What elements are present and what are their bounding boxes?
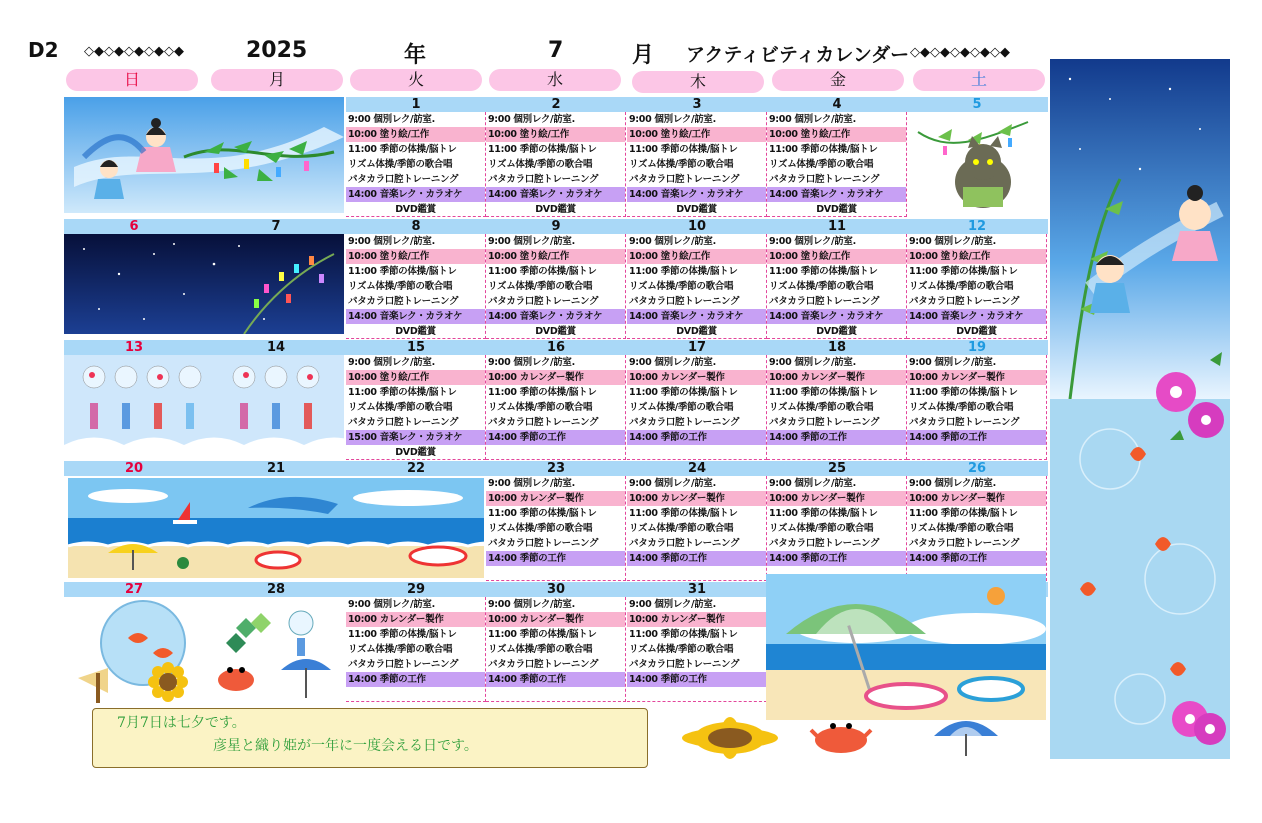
day-schedule [346, 234, 486, 339]
goldfish-bowl-illustration [68, 598, 204, 708]
dvd-activity: DVD鑑賞 [535, 204, 576, 215]
date-label: 22 [406, 461, 426, 476]
date-label: 19 [967, 340, 987, 355]
activity-line: 14:00 音楽レク・カラオケ [627, 309, 766, 324]
activity-line: 11:00 季節の体操/脳トレ [348, 144, 457, 155]
activity-line: 9:00 個別レク/訪室. [348, 357, 435, 368]
activity-line: 10:00 カレンダー製作 [346, 612, 485, 627]
activity-line: パタカラ口腔トレーニング [488, 296, 599, 307]
activity-line: 11:00 季節の体操/脳トレ [909, 266, 1018, 277]
calendar-code: D2 [28, 38, 59, 62]
date-label: 12 [967, 219, 987, 234]
activity-line: 14:00 音楽レク・カラオケ [486, 309, 625, 324]
activity-line: 14:00 季節の工作 [627, 430, 766, 445]
activity-line: 9:00 個別レク/訪室. [488, 114, 575, 125]
activity-line: パタカラ口腔トレーニング [909, 417, 1020, 428]
activity-line: リズム体操/季節の歌合唱 [769, 281, 874, 292]
title-name: アクティビティカレンダー [686, 44, 910, 66]
weekday-thursday: 木 [632, 71, 764, 93]
activity-line: パタカラ口腔トレーニング [488, 659, 599, 670]
activity-line: リズム体操/季節の歌合唱 [629, 159, 734, 170]
day-schedule [346, 597, 486, 702]
date-label: 28 [266, 582, 286, 597]
title-decoration-left: ◇◆◇◆◇◆◇◆◇◆ [84, 44, 184, 59]
note-line-1: 7月7日は七夕です。 [117, 715, 246, 731]
activity-line: 11:00 季節の体操/脳トレ [629, 266, 738, 277]
beach-umbrella-illustration [766, 574, 1046, 720]
blue-parasol-decoration [930, 716, 1002, 756]
activity-line: 11:00 季節の体操/脳トレ [909, 387, 1018, 398]
activity-line: 9:00 個別レク/訪室. [348, 599, 435, 610]
day-schedule [767, 355, 907, 460]
activity-line: 14:00 季節の工作 [907, 430, 1046, 445]
wind-chime-illustration [64, 355, 344, 457]
activity-line: 10:00 カレンダー製作 [627, 612, 766, 627]
activity-line: 14:00 音楽レク・カラオケ [486, 187, 625, 202]
date-label: 6 [129, 219, 139, 234]
activity-line: 14:00 季節の工作 [767, 430, 906, 445]
date-label: 5 [972, 97, 982, 112]
activity-line: 11:00 季節の体操/脳トレ [348, 629, 457, 640]
date-label: 31 [687, 582, 707, 597]
activity-line: 10:00 塗り絵/工作 [346, 249, 485, 264]
calendar-title [0, 38, 1050, 68]
activity-line: パタカラ口腔トレーニング [488, 174, 599, 185]
day-schedule [486, 112, 626, 217]
activity-line: リズム体操/季節の歌合唱 [348, 281, 453, 292]
dvd-activity: DVD鑑賞 [395, 204, 436, 215]
title-month-suffix: 月 [632, 43, 655, 68]
activity-line: リズム体操/季節の歌合唱 [348, 159, 453, 170]
activity-line: パタカラ口腔トレーニング [629, 174, 740, 185]
activity-line: 14:00 音楽レク・カラオケ [346, 309, 485, 324]
note-line-2: 彦星と織り姫が一年に一度会える日です。 [213, 738, 478, 754]
date-label: 1 [411, 97, 421, 112]
weekday-wednesday: 水 [489, 69, 621, 91]
dvd-activity: DVD鑑賞 [816, 204, 857, 215]
activity-line: パタカラ口腔トレーニング [769, 174, 880, 185]
activity-line: 11:00 季節の体操/脳トレ [629, 629, 738, 640]
date-label: 14 [266, 340, 286, 355]
day-schedule [767, 476, 907, 581]
date-label: 4 [832, 97, 842, 112]
activity-line: リズム体操/季節の歌合唱 [348, 644, 453, 655]
date-label: 9 [551, 219, 561, 234]
activity-line: パタカラ口腔トレーニング [348, 174, 459, 185]
activity-line: 10:00 カレンダー製作 [767, 491, 906, 506]
date-label: 24 [687, 461, 707, 476]
activity-line: リズム体操/季節の歌合唱 [629, 402, 734, 413]
day-schedule [346, 112, 486, 217]
activity-line: パタカラ口腔トレーニング [769, 417, 880, 428]
activity-line: 11:00 季節の体操/脳トレ [488, 629, 597, 640]
date-label: 8 [411, 219, 421, 234]
tanabata-note [92, 708, 648, 768]
activity-line: 9:00 個別レク/訪室. [348, 114, 435, 125]
activity-line: 14:00 音楽レク・カラオケ [346, 187, 485, 202]
activity-line: 11:00 季節の体操/脳トレ [348, 387, 457, 398]
activity-line: パタカラ口腔トレーニング [348, 296, 459, 307]
date-label: 17 [687, 340, 707, 355]
day-schedule [486, 355, 626, 460]
activity-line: 9:00 個別レク/訪室. [769, 114, 856, 125]
activity-line: リズム体操/季節の歌合唱 [488, 281, 593, 292]
activity-line: 14:00 音楽レク・カラオケ [627, 187, 766, 202]
activity-line: 14:00 音楽レク・カラオケ [767, 309, 906, 324]
activity-line: 11:00 季節の体操/脳トレ [769, 144, 878, 155]
crab-parasol-illustration [206, 598, 344, 702]
activity-line: 10:00 塗り絵/工作 [486, 127, 625, 142]
activity-line: 11:00 季節の体操/脳トレ [488, 266, 597, 277]
dvd-activity: DVD鑑賞 [395, 326, 436, 337]
cat-tanabata-illustration [908, 112, 1048, 216]
title-year-suffix: 年 [404, 43, 427, 68]
dvd-activity: DVD鑑賞 [676, 204, 717, 215]
date-label: 15 [406, 340, 426, 355]
dvd-activity: DVD鑑賞 [395, 447, 436, 458]
date-label: 10 [687, 219, 707, 234]
activity-line: パタカラ口腔トレーニング [629, 296, 740, 307]
activity-line: 9:00 個別レク/訪室. [769, 478, 856, 489]
activity-line: 11:00 季節の体操/脳トレ [769, 508, 878, 519]
activity-line: 10:00 カレンダー製作 [907, 370, 1046, 385]
day-schedule [346, 355, 486, 460]
activity-line: 9:00 個別レク/訪室. [629, 114, 716, 125]
weekday-sunday: 日 [66, 69, 198, 91]
title-decoration-right: ◇◆◇◆◇◆◇◆◇◆ [910, 45, 1010, 60]
day-schedule [486, 597, 626, 702]
activity-line: パタカラ口腔トレーニング [629, 538, 740, 549]
activity-line: リズム体操/季節の歌合唱 [348, 402, 453, 413]
date-label: 23 [546, 461, 566, 476]
activity-line: リズム体操/季節の歌合唱 [488, 523, 593, 534]
dvd-activity: DVD鑑賞 [676, 326, 717, 337]
date-label: 25 [827, 461, 847, 476]
activity-line: 9:00 個別レク/訪室. [909, 357, 996, 368]
activity-line: 9:00 個別レク/訪室. [629, 357, 716, 368]
activity-line: パタカラ口腔トレーニング [488, 538, 599, 549]
activity-line: パタカラ口腔トレーニング [909, 296, 1020, 307]
date-label: 30 [546, 582, 566, 597]
day-schedule [627, 476, 767, 581]
activity-line: 9:00 個別レク/訪室. [629, 478, 716, 489]
activity-line: 11:00 季節の体操/脳トレ [629, 508, 738, 519]
goldfish-pond-illustration [1050, 399, 1230, 759]
activity-line: パタカラ口腔トレーニング [488, 417, 599, 428]
activity-line: 14:00 季節の工作 [907, 551, 1046, 566]
activity-line: 14:00 音楽レク・カラオケ [907, 309, 1046, 324]
title-year: 2025 [246, 38, 308, 63]
day-schedule [767, 112, 907, 217]
activity-line: 11:00 季節の体操/脳トレ [488, 387, 597, 398]
activity-line: 10:00 塗り絵/工作 [767, 127, 906, 142]
activity-line: 15:00 音楽レク・カラオケ [346, 430, 485, 445]
day-schedule [627, 355, 767, 460]
dvd-activity: DVD鑑賞 [535, 326, 576, 337]
right-tanabata-illustration [1050, 59, 1230, 399]
activity-line: リズム体操/季節の歌合唱 [769, 523, 874, 534]
activity-line: 10:00 カレンダー製作 [486, 491, 625, 506]
activity-line: 10:00 塗り絵/工作 [627, 127, 766, 142]
day-schedule [907, 476, 1047, 581]
date-label: 21 [266, 461, 286, 476]
date-label: 20 [124, 461, 144, 476]
activity-line: 10:00 カレンダー製作 [486, 612, 625, 627]
date-label: 18 [827, 340, 847, 355]
day-schedule [907, 234, 1047, 339]
activity-line: 10:00 塗り絵/工作 [627, 249, 766, 264]
activity-line: 14:00 季節の工作 [486, 672, 625, 687]
crab-decoration [805, 716, 877, 756]
day-schedule [767, 234, 907, 339]
tanabata-illustration [64, 97, 344, 213]
activity-line: 10:00 カレンダー製作 [907, 491, 1046, 506]
activity-line: 10:00 カレンダー製作 [767, 370, 906, 385]
activity-line: リズム体操/季節の歌合唱 [488, 402, 593, 413]
weekday-monday: 月 [211, 69, 343, 91]
activity-line: 11:00 季節の体操/脳トレ [769, 387, 878, 398]
activity-line: 11:00 季節の体操/脳トレ [348, 266, 457, 277]
activity-line: パタカラ口腔トレーニング [348, 417, 459, 428]
day-schedule [627, 597, 767, 702]
activity-line: 14:00 季節の工作 [486, 430, 625, 445]
date-label: 26 [967, 461, 987, 476]
activity-line: 10:00 カレンダー製作 [627, 491, 766, 506]
date-label: 27 [124, 582, 144, 597]
activity-line: パタカラ口腔トレーニング [769, 538, 880, 549]
activity-line: 11:00 季節の体操/脳トレ [629, 144, 738, 155]
date-label: 2 [551, 97, 561, 112]
activity-line: 14:00 季節の工作 [346, 672, 485, 687]
title-month: 7 [548, 38, 564, 63]
activity-line: リズム体操/季節の歌合唱 [769, 402, 874, 413]
activity-line: 9:00 個別レク/訪室. [629, 599, 716, 610]
activity-line: 11:00 季節の体操/脳トレ [488, 144, 597, 155]
activity-line: 9:00 個別レク/訪室. [769, 236, 856, 247]
activity-line: 10:00 塗り絵/工作 [346, 127, 485, 142]
activity-line: パタカラ口腔トレーニング [629, 659, 740, 670]
activity-line: 10:00 カレンダー製作 [486, 370, 625, 385]
weekday-tuesday: 火 [350, 69, 482, 91]
day-schedule [907, 355, 1047, 460]
activity-line: 9:00 個別レク/訪室. [488, 357, 575, 368]
date-label: 29 [406, 582, 426, 597]
date-label: 16 [546, 340, 566, 355]
activity-line: 11:00 季節の体操/脳トレ [629, 387, 738, 398]
activity-line: 11:00 季節の体操/脳トレ [909, 508, 1018, 519]
date-label: 13 [124, 340, 144, 355]
activity-line: 14:00 季節の工作 [627, 551, 766, 566]
day-schedule [486, 476, 626, 581]
activity-line: 11:00 季節の体操/脳トレ [488, 508, 597, 519]
activity-line: 14:00 季節の工作 [627, 672, 766, 687]
activity-line: リズム体操/季節の歌合唱 [769, 159, 874, 170]
activity-line: リズム体操/季節の歌合唱 [909, 281, 1014, 292]
activity-line: パタカラ口腔トレーニング [909, 538, 1020, 549]
activity-line: 9:00 個別レク/訪室. [909, 236, 996, 247]
date-label: 3 [692, 97, 702, 112]
activity-line: パタカラ口腔トレーニング [629, 417, 740, 428]
activity-line: 9:00 個別レク/訪室. [629, 236, 716, 247]
activity-line: リズム体操/季節の歌合唱 [488, 159, 593, 170]
activity-line: 10:00 塗り絵/工作 [767, 249, 906, 264]
night-sky-illustration [64, 234, 344, 334]
activity-line: リズム体操/季節の歌合唱 [488, 644, 593, 655]
activity-line: 14:00 季節の工作 [486, 551, 625, 566]
morning-glory-illustration [1140, 350, 1240, 445]
activity-line: リズム体操/季節の歌合唱 [629, 644, 734, 655]
beach-dolphin-illustration [68, 478, 484, 578]
day-schedule [486, 234, 626, 339]
activity-line: パタカラ口腔トレーニング [348, 659, 459, 670]
activity-line: 14:00 音楽レク・カラオケ [767, 187, 906, 202]
activity-line: 10:00 塗り絵/工作 [486, 249, 625, 264]
dvd-activity: DVD鑑賞 [816, 326, 857, 337]
activity-line: リズム体操/季節の歌合唱 [909, 523, 1014, 534]
dvd-activity: DVD鑑賞 [956, 326, 997, 337]
sunflower-decoration [680, 716, 780, 760]
activity-line: パタカラ口腔トレーニング [769, 296, 880, 307]
activity-line: 9:00 個別レク/訪室. [909, 478, 996, 489]
activity-line: リズム体操/季節の歌合唱 [629, 281, 734, 292]
activity-line: 9:00 個別レク/訪室. [488, 236, 575, 247]
activity-line: 9:00 個別レク/訪室. [488, 599, 575, 610]
activity-line: 9:00 個別レク/訪室. [488, 478, 575, 489]
activity-line: 14:00 季節の工作 [767, 551, 906, 566]
activity-line: 9:00 個別レク/訪室. [348, 236, 435, 247]
weekday-friday: 金 [772, 69, 904, 91]
day-schedule [627, 112, 767, 217]
date-label: 11 [827, 219, 847, 234]
activity-line: 11:00 季節の体操/脳トレ [769, 266, 878, 277]
date-label: 7 [271, 219, 281, 234]
activity-line: 10:00 塗り絵/工作 [907, 249, 1046, 264]
activity-line: リズム体操/季節の歌合唱 [909, 402, 1014, 413]
weekday-saturday: 土 [913, 69, 1045, 91]
activity-line: 10:00 塗り絵/工作 [346, 370, 485, 385]
activity-line: リズム体操/季節の歌合唱 [629, 523, 734, 534]
activity-line: 10:00 カレンダー製作 [627, 370, 766, 385]
day-schedule [627, 234, 767, 339]
activity-line: 9:00 個別レク/訪室. [769, 357, 856, 368]
